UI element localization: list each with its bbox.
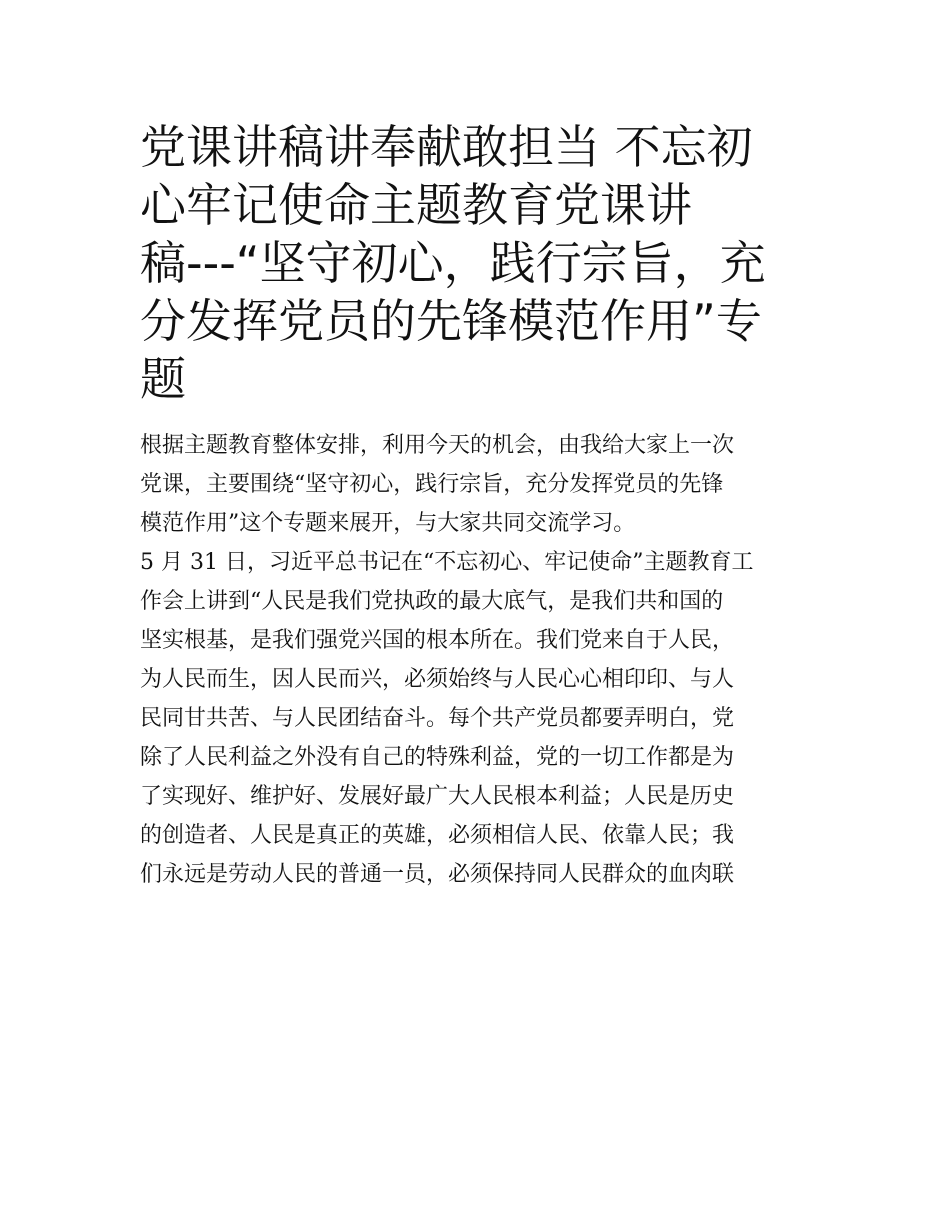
paragraph-intro <box>140 426 812 543</box>
paragraph-line: 党课，主要围绕“坚守初心，践行宗旨，充分发挥党员的先锋 <box>140 472 724 497</box>
paragraph-quote <box>140 543 812 894</box>
title-line: 分发挥党员的先锋模范作用”专 <box>140 294 762 348</box>
paragraph-line: 除了人民利益之外没有自己的特殊利益，党的一切工作都是为 <box>140 745 735 770</box>
document-content <box>140 118 812 894</box>
paragraph-line: 作会上讲到“人民是我们党执政的最大底气，是我们共和国的 <box>140 589 724 614</box>
paragraph-line: 民同甘共苦、与人民团结奋斗。每个共产党员都要弄明白，党 <box>140 706 735 731</box>
paragraph-line: 们永远是劳动人民的普通一员，必须保持同人民群众的血肉联 <box>140 862 735 887</box>
paragraph-line: 5 月 31 日，习近平总书记在“不忘初心、牢记使命”主题教育工 <box>140 550 754 575</box>
paragraph-line: 模范作用”这个专题来展开，与大家共同交流学习。 <box>140 511 636 536</box>
document-body <box>140 426 812 894</box>
title-line: 稿---“坚守初心，践行宗旨，充 <box>140 236 766 290</box>
paragraph-line: 的创造者、人民是真正的英雄，必须相信人民、依靠人民；我 <box>140 823 735 848</box>
paragraph-line: 根据主题教育整体安排，利用今天的机会，由我给大家上一次 <box>140 433 735 458</box>
document-title <box>140 118 812 408</box>
paragraph-line: 坚实根基，是我们强党兴国的根本所在。我们党来自于人民， <box>140 628 735 653</box>
title-line: 题 <box>140 352 186 406</box>
title-line: 党课讲稿讲奉献敢担当 不忘初 <box>140 120 753 174</box>
paragraph-line: 了实现好、维护好、发展好最广大人民根本利益；人民是历史 <box>140 784 735 809</box>
paragraph-line: 为人民而生，因人民而兴，必须始终与人民心心相印印、与人 <box>140 667 735 692</box>
title-line: 心牢记使命主题教育党课讲 <box>140 178 692 232</box>
